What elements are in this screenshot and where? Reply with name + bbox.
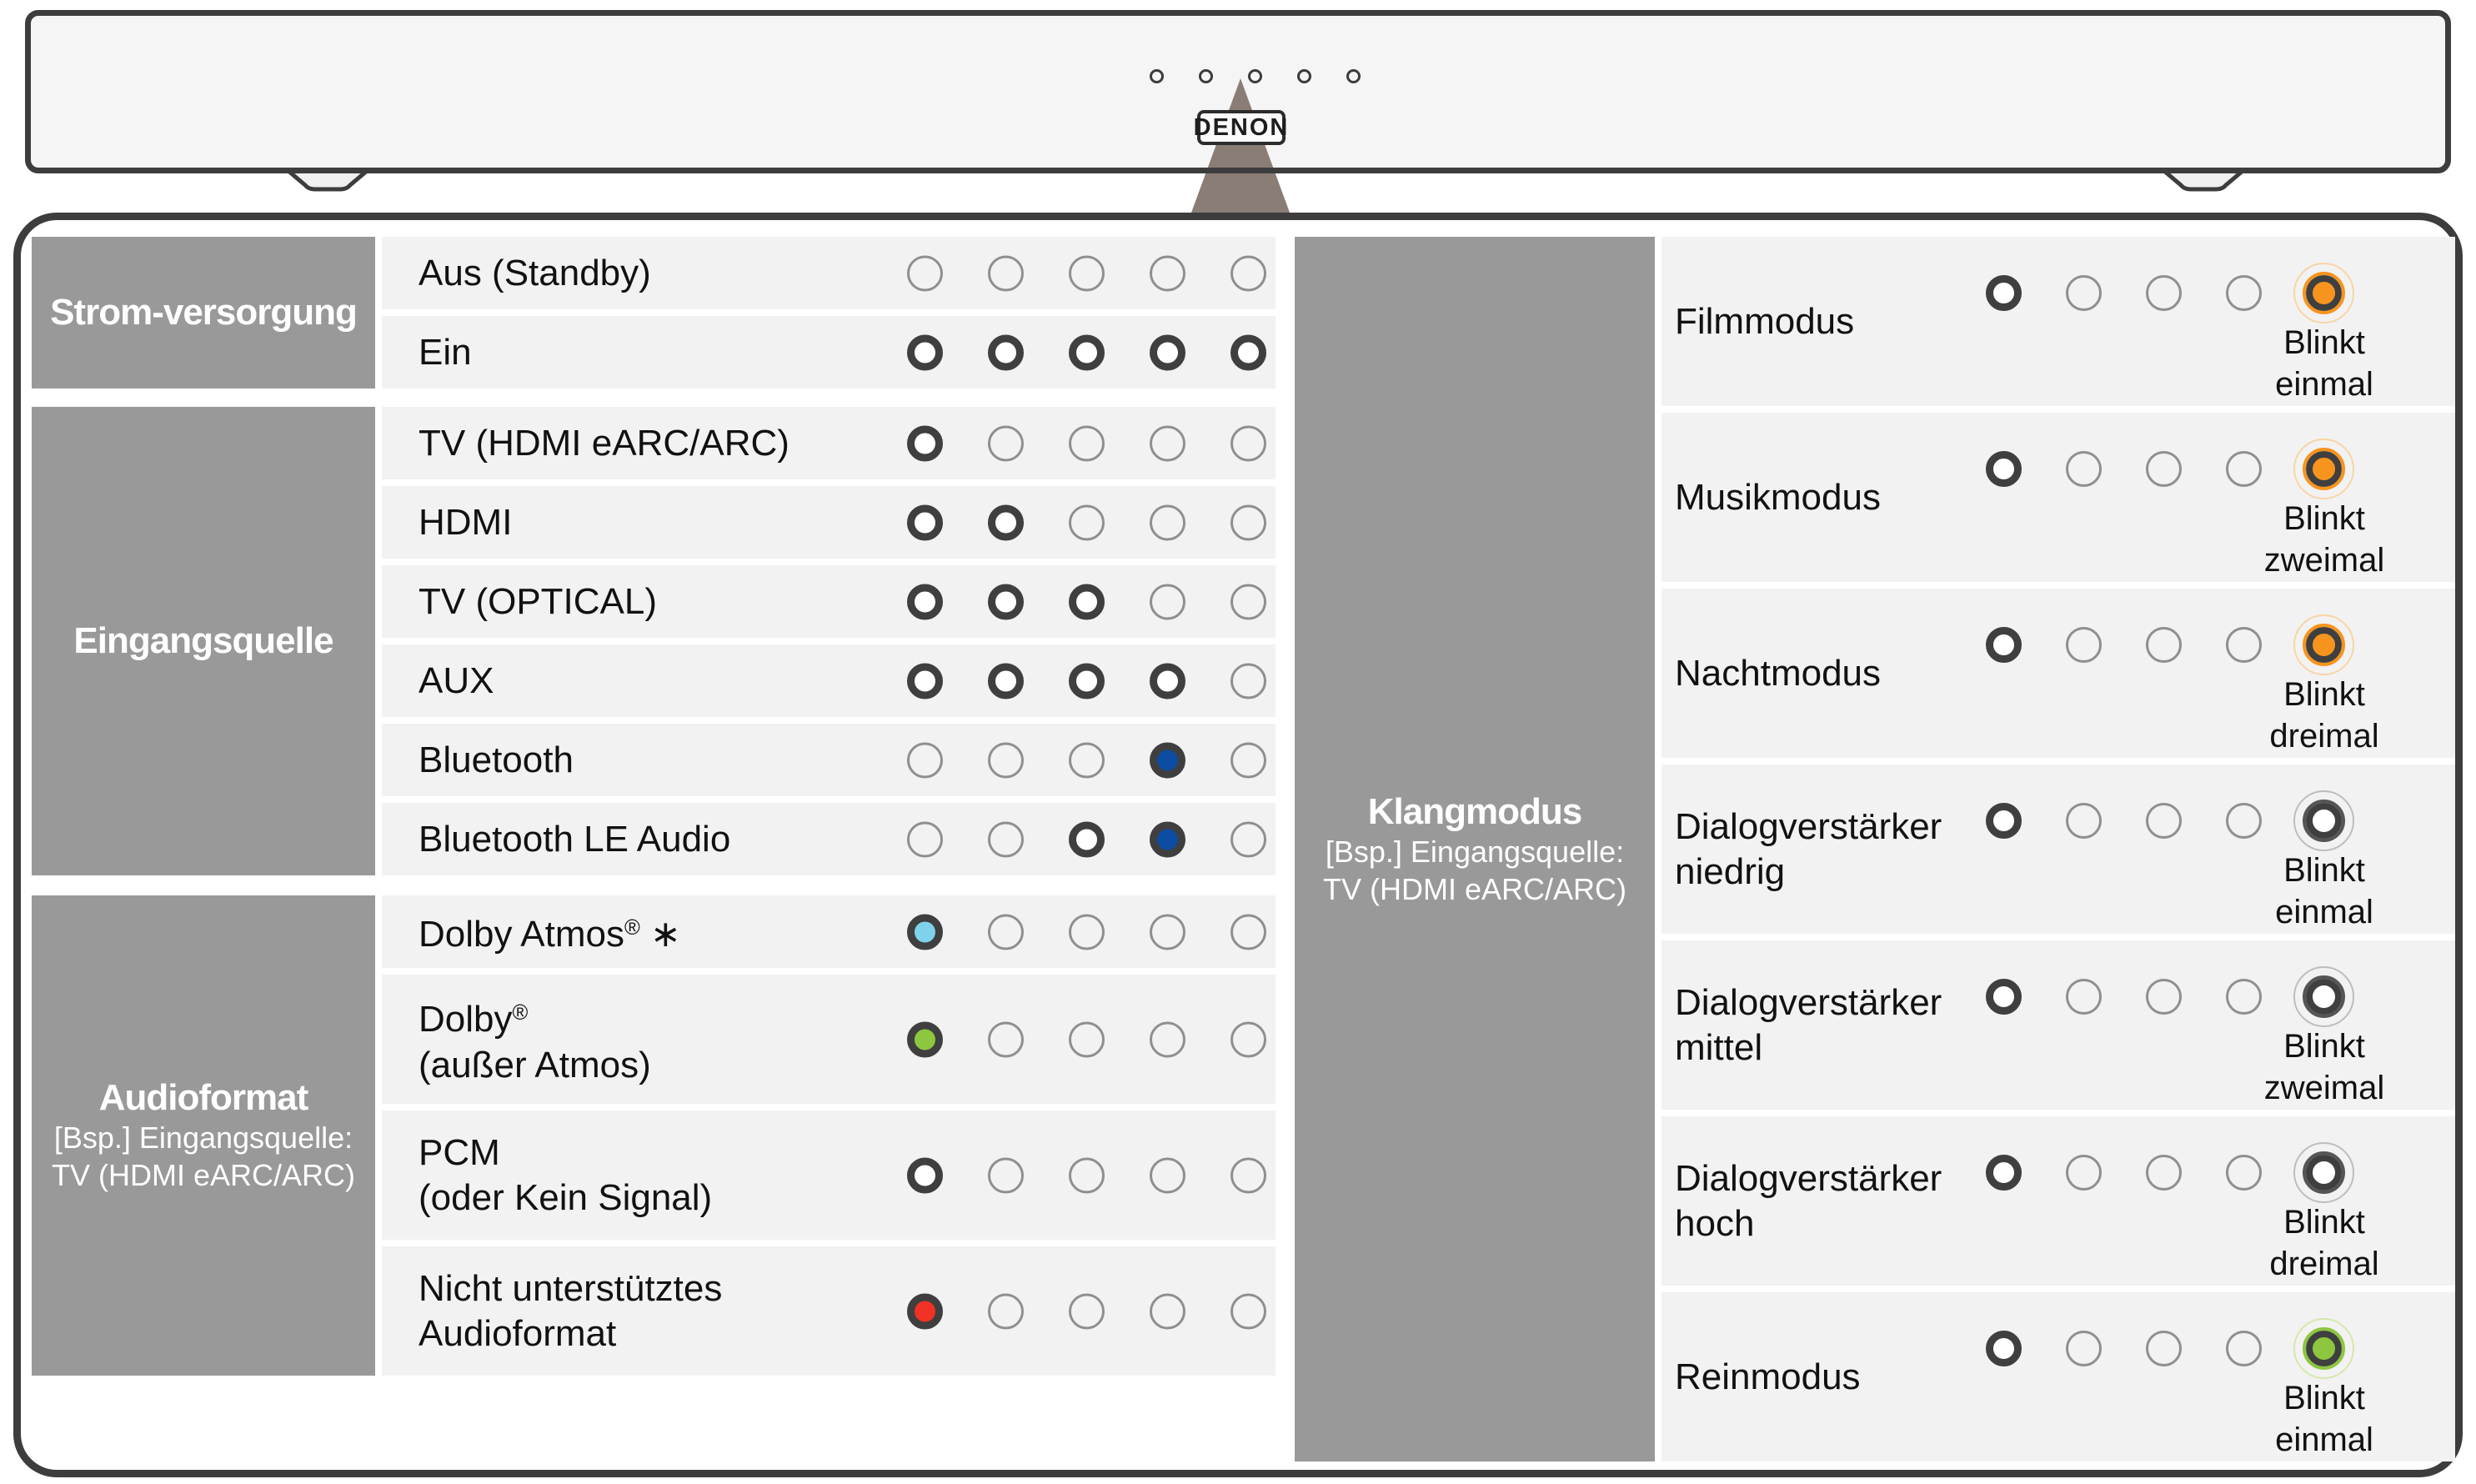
led-off-icon	[1069, 504, 1105, 540]
denon-logo	[1193, 110, 1290, 145]
led-off-icon	[1230, 584, 1266, 619]
row-label: Filmmodus	[1675, 300, 1855, 342]
led-on-icon	[1069, 821, 1105, 857]
row-dialogverst-rker-mittel	[1662, 940, 2455, 1110]
led-off-icon	[1069, 425, 1105, 461]
row-tv-optical	[382, 565, 1276, 638]
denon-logo-text: DENON	[1193, 113, 1290, 141]
row-label: Dialogverstärker hoch	[1675, 1157, 1942, 1244]
led-on-icon	[1069, 584, 1105, 619]
section-header-input-source	[32, 407, 375, 875]
section-subtitle-line: [Bsp.] Eingangsquelle:	[1325, 834, 1625, 869]
row-label: Dialogverstärker niedrig	[1675, 805, 1942, 892]
blink-count-note	[2199, 322, 2449, 405]
led-off-icon	[2066, 979, 2102, 1015]
blink-note-line: Blinkt	[2283, 1380, 2365, 1416]
section-subtitle-line: TV (HDMI eARC/ARC)	[51, 1158, 355, 1192]
led-off-icon	[988, 1021, 1024, 1057]
led-red-icon	[907, 1293, 943, 1329]
blink-note-line: einmal	[2275, 366, 2373, 403]
blink-note-line: Blinkt	[2283, 852, 2365, 889]
row-label: Bluetooth LE Audio	[419, 818, 731, 860]
blink-ring-icon	[2293, 966, 2354, 1027]
led-indicator-strip	[907, 1021, 1266, 1057]
led-off-icon	[907, 742, 943, 778]
soundbar-led-dot-icon	[1297, 69, 1311, 83]
led-off-icon	[1150, 1021, 1185, 1057]
row-label: Nachtmodus	[1675, 652, 1882, 694]
led-off-icon	[2146, 451, 2182, 487]
blink-ring-icon	[2293, 790, 2354, 851]
led-on-icon	[1069, 334, 1105, 370]
led-indicator-strip	[907, 504, 1266, 540]
led-off-icon	[988, 1157, 1024, 1193]
blink-note-line: dreimal	[2269, 718, 2379, 755]
row-bluetooth	[382, 724, 1276, 796]
led-off-icon	[988, 821, 1024, 857]
section-header-sound-mode	[1295, 237, 1655, 1461]
blink-ring-icon	[2293, 439, 2354, 499]
row-tv-hdmi-earc-arc	[382, 407, 1276, 479]
led-on-icon	[907, 1157, 943, 1193]
row-dialogverst-rker-hoch	[1662, 1116, 2455, 1286]
row-dolby-atmos	[382, 895, 1276, 968]
soundbar-led-dot-icon	[1346, 69, 1361, 83]
led-off-icon	[1069, 255, 1105, 291]
soundbar-led-dot-icon	[1150, 69, 1164, 83]
led-on-icon	[1986, 979, 2022, 1015]
led-off-icon	[2066, 1331, 2102, 1366]
row-aus-standby	[382, 237, 1276, 309]
led-indicator-strip	[1986, 275, 2342, 311]
led-indicator-strip	[907, 1293, 1266, 1329]
soundbar-led-dot-icon	[1248, 69, 1262, 83]
led-on-icon	[988, 334, 1024, 370]
led-indicator-strip	[907, 584, 1266, 619]
blink-note-line: Blinkt	[2283, 1204, 2365, 1241]
row-dolby-au-er-atmos	[382, 975, 1276, 1104]
blink-count-note	[2199, 1377, 2449, 1461]
row-label: TV (OPTICAL)	[419, 580, 658, 622]
row-label: Dolby® (außer Atmos)	[419, 999, 651, 1085]
led-off-icon	[2146, 979, 2182, 1015]
row-pcm-oder-kein-signal	[382, 1110, 1276, 1240]
led-off-icon	[988, 914, 1024, 950]
row-filmmodus	[1662, 237, 2455, 406]
led-off-icon	[2226, 803, 2262, 839]
led-blink-orange-icon	[2306, 451, 2342, 487]
row-ein	[382, 316, 1276, 389]
row-label: Ein	[419, 331, 472, 373]
led-off-icon	[2226, 1331, 2262, 1366]
led-on-icon	[988, 663, 1024, 699]
led-cyan-icon	[907, 914, 943, 950]
row-label: PCM (oder Kein Signal)	[419, 1131, 713, 1218]
led-off-icon	[1230, 821, 1266, 857]
led-on-icon	[988, 504, 1024, 540]
led-indicator-strip	[907, 425, 1266, 461]
led-off-icon	[1150, 1293, 1185, 1329]
row-label: TV (HDMI eARC/ARC)	[419, 422, 789, 464]
led-off-icon	[1230, 1293, 1266, 1329]
led-blink-white-icon	[2306, 979, 2342, 1015]
led-blink-white-icon	[2306, 1155, 2342, 1191]
led-on-icon	[1150, 663, 1185, 699]
led-off-icon	[1069, 742, 1105, 778]
row-label: Bluetooth	[419, 739, 574, 780]
row-nicht-unterst-tztes-audioformat	[382, 1246, 1276, 1376]
led-on-icon	[1150, 334, 1185, 370]
led-off-icon	[2066, 803, 2102, 839]
row-label: Dolby Atmos® ∗	[419, 914, 681, 955]
led-off-icon	[1230, 663, 1266, 699]
led-off-icon	[907, 821, 943, 857]
soundbar-led-dot-icon	[1199, 69, 1213, 83]
led-off-icon	[1069, 1293, 1105, 1329]
led-off-icon	[2226, 979, 2262, 1015]
row-reinmodus	[1662, 1292, 2455, 1461]
row-label: Aus (Standby)	[419, 252, 651, 293]
led-off-icon	[988, 255, 1024, 291]
led-off-icon	[1230, 742, 1266, 778]
led-off-icon	[2066, 1155, 2102, 1191]
led-off-icon	[1230, 1157, 1266, 1193]
row-dialogverst-rker-niedrig	[1662, 765, 2455, 934]
blink-note-line: Blinkt	[2283, 324, 2365, 361]
led-green-icon	[907, 1021, 943, 1057]
blink-note-line: zweimal	[2263, 1070, 2385, 1106]
led-off-icon	[2146, 627, 2182, 663]
led-on-icon	[988, 584, 1024, 619]
led-indicator-strip	[907, 1157, 1266, 1193]
led-indicator-strip	[1986, 979, 2342, 1015]
section-title: Klangmodus	[1367, 790, 1582, 832]
led-blink-orange-icon	[2306, 627, 2342, 663]
blink-note-line: einmal	[2275, 1421, 2373, 1458]
led-off-icon	[2226, 627, 2262, 663]
led-status-table	[13, 213, 2463, 1477]
led-on-icon	[1986, 627, 2022, 663]
led-indicator-strip	[1986, 803, 2342, 839]
blink-note-line: Blinkt	[2283, 1028, 2365, 1065]
section-title: Audioformat	[98, 1077, 308, 1118]
led-indicator-strip	[1986, 627, 2342, 663]
led-off-icon	[1069, 1157, 1105, 1193]
led-off-icon	[2226, 451, 2262, 487]
section-subtitle-line: TV (HDMI eARC/ARC)	[1322, 871, 1626, 906]
led-off-icon	[1230, 504, 1266, 540]
led-on-icon	[907, 504, 943, 540]
row-label: Reinmodus	[1675, 1356, 1861, 1397]
led-indicator-strip	[907, 663, 1266, 699]
led-off-icon	[2066, 627, 2102, 663]
led-off-icon	[2146, 803, 2182, 839]
row-label: Nicht unterstütztes Audioformat	[419, 1267, 723, 1354]
blink-ring-icon	[2293, 1318, 2354, 1379]
blink-count-note	[2199, 1201, 2449, 1285]
blink-note-line: dreimal	[2269, 1246, 2379, 1282]
blink-note-line: Blinkt	[2283, 676, 2365, 713]
led-off-icon	[2146, 275, 2182, 311]
led-off-icon	[1150, 255, 1185, 291]
led-blue-icon	[1150, 742, 1185, 778]
led-off-icon	[988, 742, 1024, 778]
led-on-icon	[1986, 275, 2022, 311]
blink-note-line: zweimal	[2263, 542, 2385, 579]
led-off-icon	[1230, 425, 1266, 461]
led-off-icon	[2066, 451, 2102, 487]
led-off-icon	[1150, 504, 1185, 540]
led-on-icon	[907, 334, 943, 370]
row-musikmodus	[1662, 413, 2455, 582]
row-bluetooth-le-audio	[382, 803, 1276, 875]
led-indicator-strip	[907, 821, 1266, 857]
led-indicator-strip	[907, 914, 1266, 950]
led-off-icon	[1230, 255, 1266, 291]
row-hdmi	[382, 486, 1276, 559]
row-nachtmodus	[1662, 589, 2455, 758]
row-label: Musikmodus	[1675, 476, 1881, 518]
led-indicator-strip	[907, 742, 1266, 778]
led-on-icon	[907, 425, 943, 461]
led-off-icon	[2146, 1155, 2182, 1191]
led-on-icon	[1986, 1155, 2022, 1191]
led-off-icon	[2226, 1155, 2262, 1191]
led-blink-white-icon	[2306, 803, 2342, 839]
led-off-icon	[1230, 914, 1266, 950]
led-off-icon	[1069, 1021, 1105, 1057]
led-indicator-strip	[1986, 451, 2342, 487]
section-header-audio-format	[32, 895, 375, 1376]
blink-ring-icon	[2293, 614, 2354, 675]
led-blue-icon	[1150, 821, 1185, 857]
led-blink-orange-icon	[2306, 275, 2342, 311]
led-on-icon	[1069, 663, 1105, 699]
led-off-icon	[907, 255, 943, 291]
led-on-icon	[1986, 1331, 2022, 1366]
blink-count-note	[2199, 850, 2449, 933]
led-off-icon	[1150, 914, 1185, 950]
led-off-icon	[1230, 1021, 1266, 1057]
blink-count-note	[2199, 674, 2449, 757]
led-off-icon	[1150, 584, 1185, 619]
led-off-icon	[1150, 1157, 1185, 1193]
led-indicator-strip	[907, 255, 1266, 291]
blink-ring-icon	[2293, 1142, 2354, 1203]
section-title: Strom-versorgung	[50, 292, 357, 333]
led-off-icon	[2066, 275, 2102, 311]
blink-count-note	[2199, 1025, 2449, 1109]
led-on-icon	[907, 663, 943, 699]
blink-note-line: einmal	[2275, 894, 2373, 930]
led-off-icon	[988, 1293, 1024, 1329]
row-label: AUX	[419, 659, 494, 701]
soundbar-bottom-border	[1169, 168, 1316, 173]
section-subtitle-line: [Bsp.] Eingangsquelle:	[53, 1121, 353, 1155]
section-title: Eingangsquelle	[73, 620, 333, 661]
led-off-icon	[2226, 275, 2262, 311]
blink-note-line: Blinkt	[2283, 500, 2365, 537]
led-off-icon	[988, 425, 1024, 461]
led-off-icon	[1150, 425, 1185, 461]
row-label: HDMI	[419, 501, 513, 543]
led-on-icon	[907, 584, 943, 619]
blink-count-note	[2199, 498, 2449, 581]
row-aux	[382, 644, 1276, 717]
row-label: Dialogverstärker mittel	[1675, 981, 1942, 1068]
led-indicator-strip	[907, 334, 1266, 370]
led-on-icon	[1986, 451, 2022, 487]
led-blink-green-icon	[2306, 1331, 2342, 1366]
led-indicator-strip	[1986, 1331, 2342, 1366]
soundbar-led-strip	[1150, 69, 1361, 83]
blink-ring-icon	[2293, 263, 2354, 323]
led-off-icon	[1069, 914, 1105, 950]
led-on-icon	[1986, 803, 2022, 839]
led-indicator-strip	[1986, 1155, 2342, 1191]
led-on-icon	[1230, 334, 1266, 370]
led-off-icon	[2146, 1331, 2182, 1366]
section-header-power	[32, 237, 375, 389]
